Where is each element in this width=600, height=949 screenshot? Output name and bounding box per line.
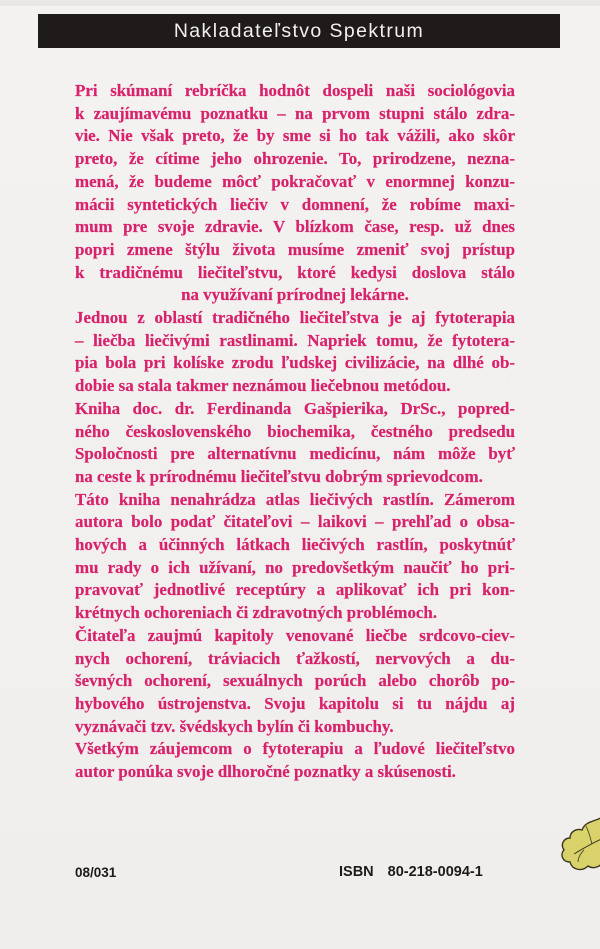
blurb-line: preto, že cítime jeho ohrozenie. To, prirodzene, nezna- — [75, 149, 515, 169]
blurb-paragraph — [75, 80, 515, 307]
blurb-line: Jednou z oblastí tradičného liečiteľstva je aj fytoterapia — [75, 308, 515, 328]
blurb-line: Čitateľa zaujmú kapitoly venované liečbe srdcovo-ciev- — [75, 625, 515, 645]
blurb-line: mu rady o ich užívaní, no predovšetkým naučiť ho pri- — [75, 557, 515, 577]
blurb-line: pravovať jednotlivé receptúry a aplikovať ich pri kon- — [75, 580, 515, 600]
isbn-block — [339, 864, 483, 880]
catalog-code: 08/031 — [75, 865, 117, 880]
blurb-paragraph — [75, 489, 515, 625]
isbn-label: ISBN — [339, 864, 374, 880]
blurb-line: k zaujímavému poznatku – na prvom stupni stálo zdra- — [75, 103, 515, 123]
blurb-line: vie. Nie však preto, že by sme si ho tak vážili, ako skôr — [75, 126, 515, 146]
blurb-line: na využívaní prírodnej lekárne. — [181, 285, 409, 305]
blurb-line: nych ochorení, tráviacich ťažkostí, nervových a du- — [75, 648, 515, 668]
blurb-line: hybového ústrojenstva. Svoju kapitolu si tu nájdu aj — [75, 693, 515, 713]
blurb-line: krétnych ochoreniach či zdravotných problémoch. — [75, 603, 438, 623]
blurb-line: Pri skúmaní rebríčka hodnôt dospeli naši sociológovia — [75, 81, 515, 100]
leaf-icon — [556, 808, 600, 878]
blurb-line: autor ponúka svoje dlhoročné poznatky a skúsenosti. — [75, 762, 456, 782]
blurb-paragraph — [75, 625, 515, 739]
blurb-line: autora bolo podať čitateľovi – laikovi – prehľad o obsa- — [75, 512, 515, 532]
blurb-line: – liečba liečivými rastlinami. Napriek tomu, že fytotera- — [75, 330, 515, 350]
publisher-name: Nakladateľstvo Spektrum — [173, 19, 425, 42]
blurb-line: Spoločnosti pre alternatívnu medicínu, nám môže byť — [75, 444, 515, 464]
blurb-line: popri zmene štýlu života musíme zmeniť svoj prístup — [75, 239, 515, 259]
blurb-line: dobie sa stala takmer neznámou liečebnou metódou. — [75, 376, 451, 396]
blurb-text — [75, 80, 515, 784]
blurb-paragraph — [75, 738, 515, 783]
blurb-line: Táto kniha nenahrádza atlas liečivých rastlín. Zámerom — [75, 489, 515, 509]
blurb-line: vyznávači tzv. švédskych bylín či kombuchy. — [75, 716, 394, 736]
isbn-number: 80-218-0094-1 — [387, 864, 483, 880]
blurb-line: ného československého biochemika, čestného predsedu — [75, 421, 515, 441]
blurb-line: Kniha doc. dr. Ferdinanda Gašpierika, DrSc., popred- — [75, 398, 515, 418]
blurb-paragraph — [75, 398, 515, 489]
blurb-line: k tradičnému liečiteľstvu, ktoré kedysi doslova stálo — [75, 262, 515, 282]
blurb-line: mácii syntetických liečiv v domnení, že robíme maxi- — [75, 194, 515, 214]
blurb-line: mená, že budeme môcť pokračovať v enormnej konzu- — [75, 171, 515, 191]
blurb-line: mum pre svoje zdravie. V blízkom čase, resp. už dnes — [75, 217, 515, 237]
blurb-line: pia bola pri kolíske zrodu ľudskej civilizácie, na dlhé ob- — [75, 353, 515, 373]
blurb-paragraph — [75, 307, 515, 398]
publisher-banner — [38, 14, 560, 48]
blurb-line: na ceste k prírodnému liečiteľstvu dobrým sprievodcom. — [75, 466, 483, 486]
blurb-line: hových a účinných látkach liečivých rastlín, poskytnúť — [75, 535, 515, 555]
blurb-line: ševných ochorení, sexuálnych porúch alebo chorôb po- — [75, 671, 515, 691]
blurb-line: Všetkým záujemcom o fytoterapiu a ľudové liečiteľstvo — [75, 739, 515, 759]
cover-top-edge — [0, 0, 600, 6]
